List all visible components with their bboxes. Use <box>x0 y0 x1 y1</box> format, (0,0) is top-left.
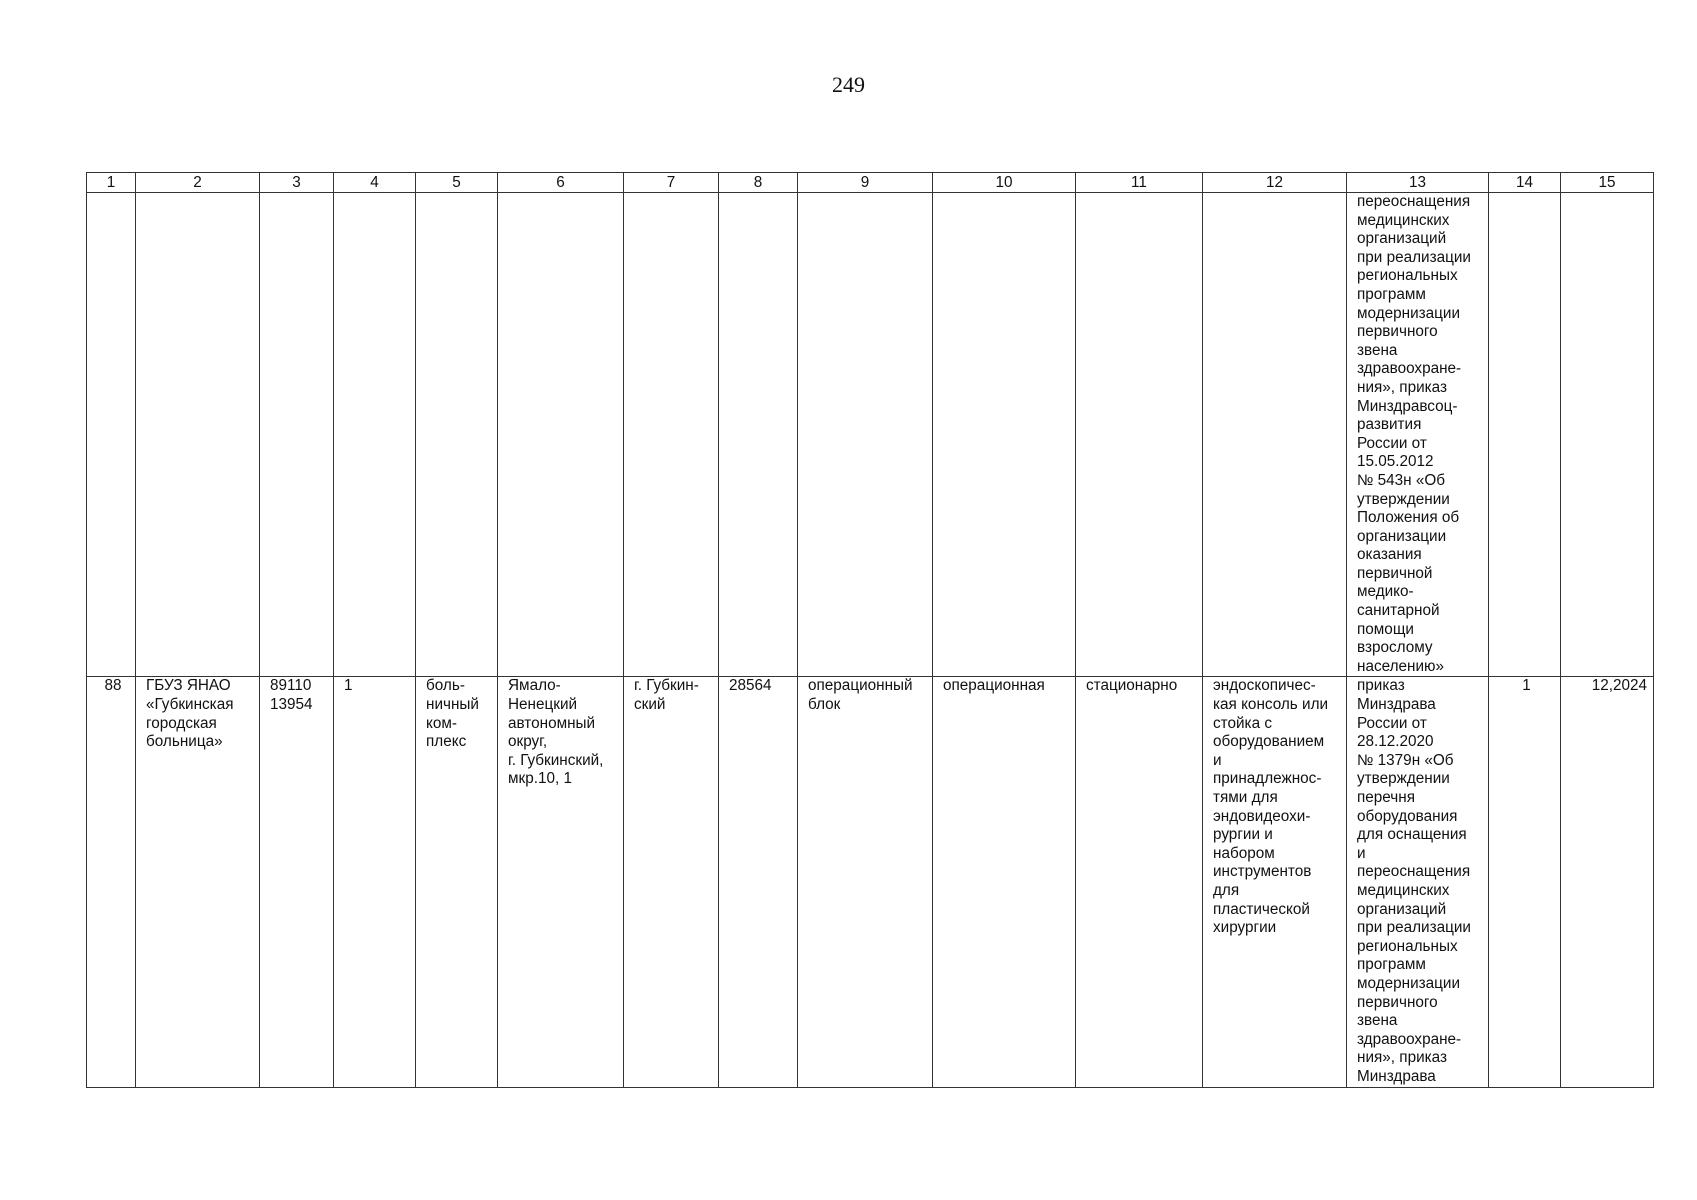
column-header: 9 <box>798 173 933 193</box>
date-cell: 12,2024 <box>1561 677 1654 1087</box>
column-header: 12 <box>1203 173 1347 193</box>
column-header: 3 <box>260 173 334 193</box>
organization-cell: ГБУЗ ЯНАО «Губкинская городская больница» <box>136 677 260 1087</box>
column-header: 1 <box>87 173 136 193</box>
table-cell <box>136 193 260 677</box>
care-mode-cell: стационарно <box>1076 677 1203 1087</box>
table-cell <box>1076 193 1203 677</box>
column-header: 11 <box>1076 173 1203 193</box>
table-cell <box>498 193 624 677</box>
table-cell <box>1489 193 1561 677</box>
unit-cell: операционный блок <box>798 677 933 1087</box>
table-row-continuation <box>87 193 1654 677</box>
table-cell <box>624 193 719 677</box>
address-cell: Ямало- Ненецкий автономный округ, г. Губкинский, мкр.10, 1 <box>498 677 624 1087</box>
legal-basis-cell: переоснащения медицинских организаций при реализации региональных программ модернизации первичного звена здравоохране- ния», приказ Минздравсоц- развития России от 15.05.2012 № 543н «Об утверждении Положения об организации оказания первичной медико- санитарной помощи взрослому населению» <box>1347 193 1489 677</box>
table-cell <box>416 193 498 677</box>
row-number-cell: 88 <box>87 677 136 1087</box>
table-cell: 1 <box>334 677 416 1087</box>
column-header: 6 <box>498 173 624 193</box>
column-header: 10 <box>933 173 1076 193</box>
quantity-cell: 1 <box>1489 677 1561 1087</box>
table-cell <box>260 193 334 677</box>
column-header: 15 <box>1561 173 1654 193</box>
column-header: 7 <box>624 173 719 193</box>
legal-basis-cell: приказ Минздрава России от 28.12.2020 № 1379н «Об утверждении перечня оборудования для оснащения и переоснащения медицинских организаций при реализации региональных программ модернизации первичного звена здравоохране- ния», приказ Минздрава <box>1347 677 1489 1087</box>
column-header: 8 <box>719 173 798 193</box>
column-header: 4 <box>334 173 416 193</box>
column-header: 13 <box>1347 173 1489 193</box>
table-cell <box>1203 193 1347 677</box>
column-header: 2 <box>136 173 260 193</box>
building-type-cell: боль- ничный ком- плекс <box>416 677 498 1087</box>
room-cell: операционная <box>933 677 1076 1087</box>
table-cell <box>798 193 933 677</box>
header-row <box>87 173 1654 193</box>
table-cell: 28564 <box>719 677 798 1087</box>
table-cell <box>334 193 416 677</box>
city-cell: г. Губкин- ский <box>624 677 719 1087</box>
table-cell <box>1561 193 1654 677</box>
table-cell <box>719 193 798 677</box>
equipment-cell: эндоскопичес- кая консоль или стойка с оборудованием и принадлежнос- тями для эндовидеохи- рургии и набором инструментов для пластической хирургии <box>1203 677 1347 1087</box>
table-cell <box>933 193 1076 677</box>
page-number: 249 <box>832 72 865 97</box>
table-row-88 <box>87 677 1654 1087</box>
column-header: 14 <box>1489 173 1561 193</box>
register-table <box>86 172 1654 1088</box>
column-header: 5 <box>416 173 498 193</box>
inn-cell: 89110 13954 <box>260 677 334 1087</box>
table-cell <box>87 193 136 677</box>
